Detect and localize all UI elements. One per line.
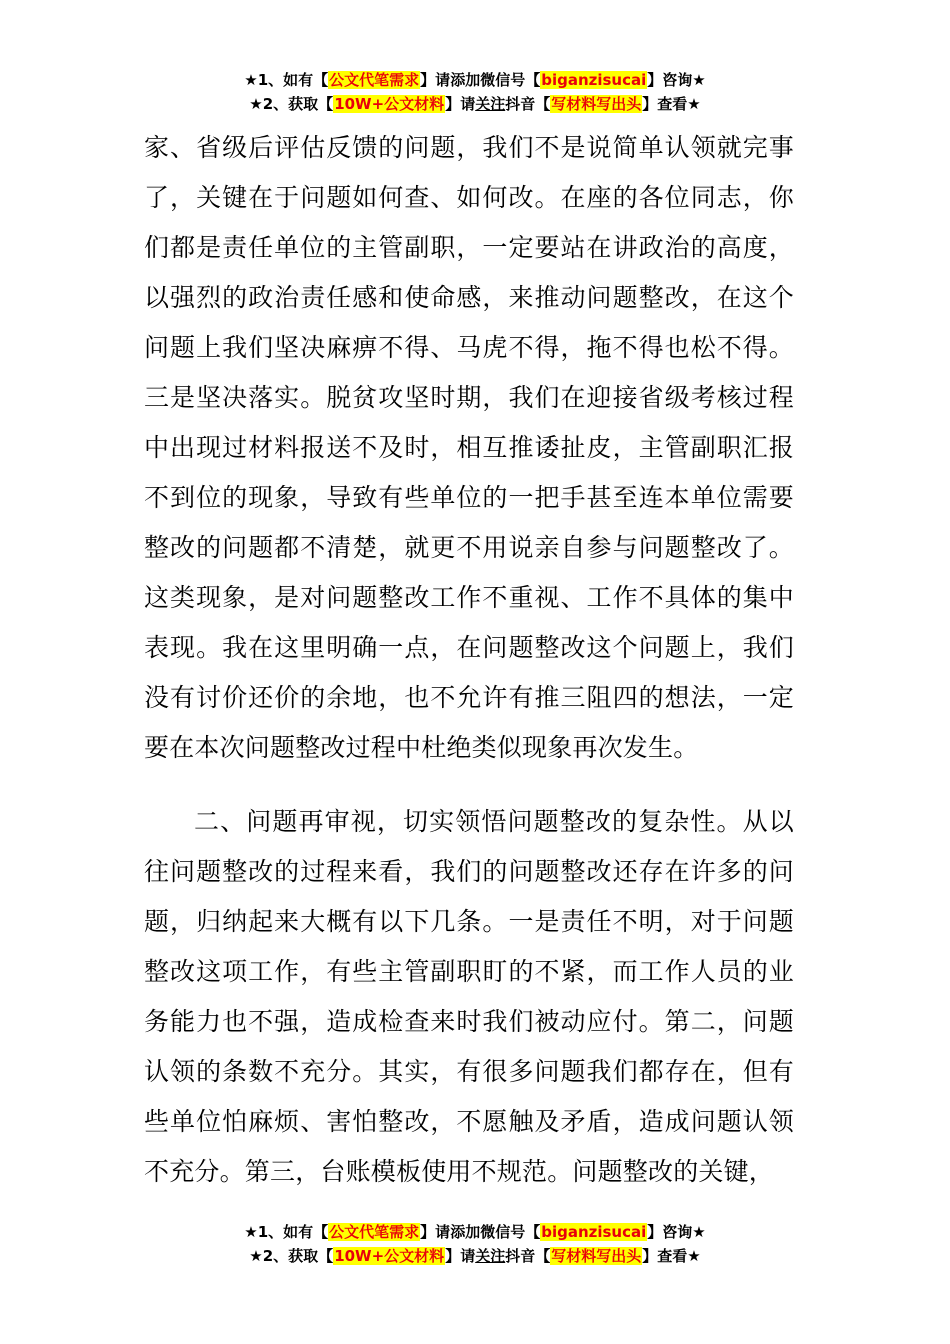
- footer-highlight-service: 公文代笔需求: [329, 1223, 420, 1241]
- paragraph-1: 家、省级后评估反馈的问题，我们不是说简单认领就完事了，关键在于问题如何查、如何改。在座的各位同志，你们都是责任单位的主管副职，一定要站在讲政治的高度，以强烈的政治责任感和使命感，来推动问题整改，在这个问题上我们坚决麻痹不得、马虎不得，拖不得也松不得。三是坚决落实。脱贫攻坚时期，我们在迎接省级考核过程中出现过材料报送不及时，相互推诿扯皮，主管副职汇报不到位的现象，导致有些单位的一把手甚至连本单位需要整改的问题都不清楚，就更不用说亲自参与问题整改了。这类现象，是对问题整改工作不重视、工作不具体的集中表现。我在这里明确一点，在问题整改这个问题上，我们没有讨价还价的余地，也不允许有推三阻四的想法，一定要在本次问题整改过程中杜绝类似现象再次发生。: [144, 133, 794, 762]
- header-highlight-douyin: 写材料写出头: [551, 95, 642, 113]
- footer-emphasis-follow: 关注: [475, 1247, 506, 1265]
- footer-emphasis-add: 添加: [450, 1223, 481, 1241]
- footer-promo: [0, 1220, 950, 1268]
- header-emphasis-add: 添加: [450, 71, 481, 89]
- header-highlight-wechat-id: biganzisucai: [541, 71, 647, 89]
- document-body: [144, 123, 794, 1197]
- footer-highlight-materials: 10W+公文材料: [334, 1247, 445, 1265]
- header-highlight-materials: 10W+公文材料: [334, 95, 445, 113]
- footer-highlight-douyin: 写材料写出头: [551, 1247, 642, 1265]
- header-promo: [0, 68, 950, 116]
- header-emphasis-follow: 关注: [475, 95, 506, 113]
- footer-highlight-wechat-id: biganzisucai: [541, 1223, 647, 1241]
- header-promo-line-2: ★2、获取【10W+公文材料】请关注抖音【写材料写出头】查看★: [249, 95, 701, 113]
- header-highlight-service: 公文代笔需求: [329, 71, 420, 89]
- paragraph-2: 二、问题再审视，切实领悟问题整改的复杂性。从以往问题整改的过程来看，我们的问题整改还存在许多的问题，归纳起来大概有以下几条。一是责任不明，对于问题整改这项工作，有些主管副职盯的不紧，而工作人员的业务能力也不强，造成检查来时我们被动应付。第二，问题认领的条数不充分。其实，有很多问题我们都存在，但有些单位怕麻烦、害怕整改，不愿触及矛盾，造成问题认领不充分。第三，台账模板使用不规范。问题整改的关键，: [144, 807, 794, 1186]
- footer-promo-line-1: ★1、如有【公文代笔需求】请添加微信号【biganzisucai】咨询★: [244, 1223, 706, 1241]
- header-promo-line-1: ★1、如有【公文代笔需求】请添加微信号【biganzisucai】咨询★: [244, 71, 706, 89]
- footer-promo-line-2: ★2、获取【10W+公文材料】请关注抖音【写材料写出头】查看★: [249, 1247, 701, 1265]
